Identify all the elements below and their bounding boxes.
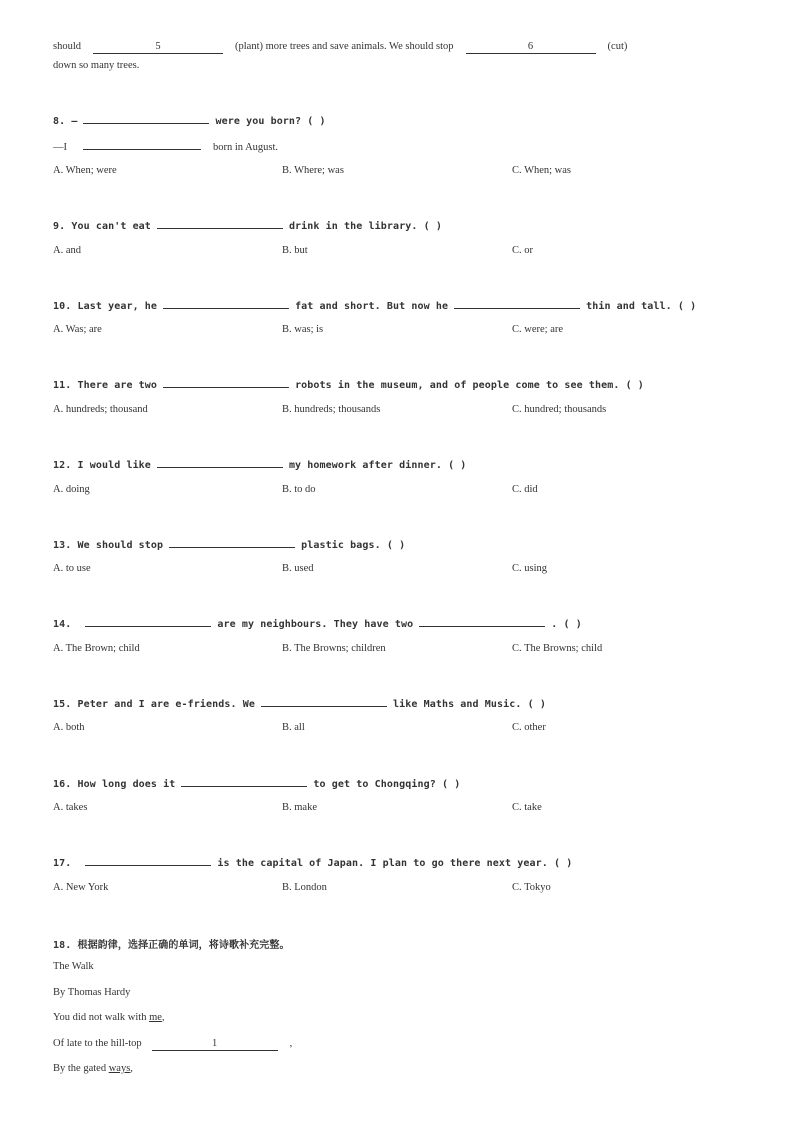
reply-text: —I — [53, 142, 67, 153]
answer-blank[interactable] — [83, 140, 201, 150]
question-text: is the capital of Japan. I plan to go there next year. ( ) — [217, 858, 573, 869]
question-text: 12. I would like — [53, 460, 151, 471]
question-12 — [53, 458, 466, 471]
question-11 — [53, 378, 644, 391]
option-a[interactable]: A. New York — [53, 882, 109, 893]
option-c[interactable]: C. or — [512, 245, 533, 256]
poem-title: The Walk — [53, 961, 94, 972]
question-9 — [53, 219, 442, 232]
option-c[interactable]: C. Tokyo — [512, 882, 551, 893]
question-text: robots in the museum, and of people come to see them. ( ) — [295, 380, 644, 391]
passage-line-1 — [53, 41, 627, 54]
option-c[interactable]: C. did — [512, 484, 538, 495]
rhyme-word: ways — [108, 1063, 131, 1074]
question-text: 15. Peter and I are e-friends. We — [53, 699, 255, 710]
poem-line-1 — [53, 1012, 165, 1023]
question-10 — [53, 299, 696, 312]
answer-blank[interactable] — [419, 617, 545, 627]
option-a[interactable]: A. The Brown; child — [53, 643, 140, 654]
question-text: plastic bags. ( ) — [301, 540, 406, 551]
option-a[interactable]: A. and — [53, 245, 81, 256]
option-a[interactable]: A. doing — [53, 484, 90, 495]
option-c[interactable]: C. hundred; thousands — [512, 404, 607, 415]
question-text: thin and tall. ( ) — [586, 301, 697, 312]
option-c[interactable]: C. were; are — [512, 324, 564, 335]
answer-blank-1[interactable]: 1 — [152, 1038, 278, 1051]
question-number: 8. — — [53, 116, 78, 127]
question-text: 10. Last year, he — [53, 301, 158, 312]
question-number: 14. — [53, 619, 72, 630]
answer-blank[interactable] — [169, 538, 295, 548]
option-a[interactable]: A. Was; are — [53, 324, 102, 335]
question-8 — [53, 114, 326, 127]
question-16 — [53, 777, 460, 790]
poem-text: , — [130, 1063, 133, 1074]
option-b[interactable]: B. but — [282, 245, 308, 256]
question-text: to get to Chongqing? ( ) — [313, 779, 461, 790]
answer-blank[interactable] — [181, 777, 307, 787]
poem-text: You did not walk with — [53, 1012, 150, 1023]
passage-text: should — [53, 41, 82, 52]
question-text: 9. You can't eat — [53, 221, 151, 232]
poem-text: Of late to the hill-top — [53, 1038, 142, 1049]
passage-text: (plant) more trees and save animals. We should stop — [235, 41, 454, 52]
question-text: 16. How long does it — [53, 779, 176, 790]
option-c[interactable]: C. take — [512, 802, 542, 813]
rhyme-word: me — [149, 1012, 162, 1023]
option-a[interactable]: A. When; were — [53, 165, 117, 176]
option-b[interactable]: B. hundreds; thousands — [282, 404, 381, 415]
answer-blank-6[interactable]: 6 — [466, 41, 596, 54]
poem-text: , — [161, 1012, 165, 1023]
option-b[interactable]: B. Where; was — [282, 165, 344, 176]
answer-blank[interactable] — [85, 856, 211, 866]
answer-blank[interactable] — [163, 378, 289, 388]
answer-blank[interactable] — [85, 617, 211, 627]
poem-line-2 — [53, 1038, 292, 1051]
question-text: fat and short. But now he — [295, 301, 449, 312]
question-text: 11. There are two — [53, 380, 158, 391]
question-14 — [53, 617, 582, 630]
passage-text: (cut) — [607, 41, 628, 52]
passage-line-2: down so many trees. — [53, 60, 140, 71]
option-a[interactable]: A. to use — [53, 563, 91, 574]
option-b[interactable]: B. London — [282, 882, 327, 893]
option-c[interactable]: C. using — [512, 563, 548, 574]
question-number: 17. — [53, 858, 72, 869]
poem-text: By the gated — [53, 1063, 109, 1074]
question-text: 13. We should stop — [53, 540, 164, 551]
answer-blank[interactable] — [83, 114, 209, 124]
option-a[interactable]: A. hundreds; thousand — [53, 404, 148, 415]
question-text: . ( ) — [551, 619, 582, 630]
option-b[interactable]: B. make — [282, 802, 317, 813]
question-18-title: 18. 根据韵律，选择正确的单词，将诗歌补充完整。 — [53, 940, 290, 951]
question-13 — [53, 538, 405, 551]
question-text: my homework after dinner. ( ) — [288, 460, 467, 471]
option-b[interactable]: B. to do — [282, 484, 316, 495]
answer-blank[interactable] — [261, 697, 387, 707]
option-a[interactable]: A. takes — [53, 802, 88, 813]
reply-text: born in August. — [213, 142, 279, 153]
option-b[interactable]: B. The Browns; children — [282, 643, 386, 654]
question-8-reply — [53, 140, 278, 153]
option-c[interactable]: C. When; was — [512, 165, 572, 176]
answer-blank[interactable] — [163, 299, 289, 309]
answer-blank[interactable] — [157, 219, 283, 229]
option-b[interactable]: B. all — [282, 722, 305, 733]
option-b[interactable]: B. used — [282, 563, 314, 574]
question-15 — [53, 697, 546, 710]
question-text: are my neighbours. They have two — [217, 619, 414, 630]
answer-blank[interactable] — [454, 299, 580, 309]
answer-blank-5[interactable]: 5 — [93, 41, 223, 54]
poem-author: By Thomas Hardy — [53, 987, 131, 998]
question-text: drink in the library. ( ) — [288, 221, 442, 232]
option-b[interactable]: B. was; is — [282, 324, 324, 335]
question-text: were you born? ( ) — [215, 116, 326, 127]
poem-text: , — [289, 1038, 293, 1049]
question-17 — [53, 856, 572, 869]
option-c[interactable]: C. The Browns; child — [512, 643, 603, 654]
answer-blank[interactable] — [157, 458, 283, 468]
option-a[interactable]: A. both — [53, 722, 85, 733]
option-c[interactable]: C. other — [512, 722, 546, 733]
poem-line-3 — [53, 1063, 133, 1074]
question-text: like Maths and Music. ( ) — [392, 699, 546, 710]
